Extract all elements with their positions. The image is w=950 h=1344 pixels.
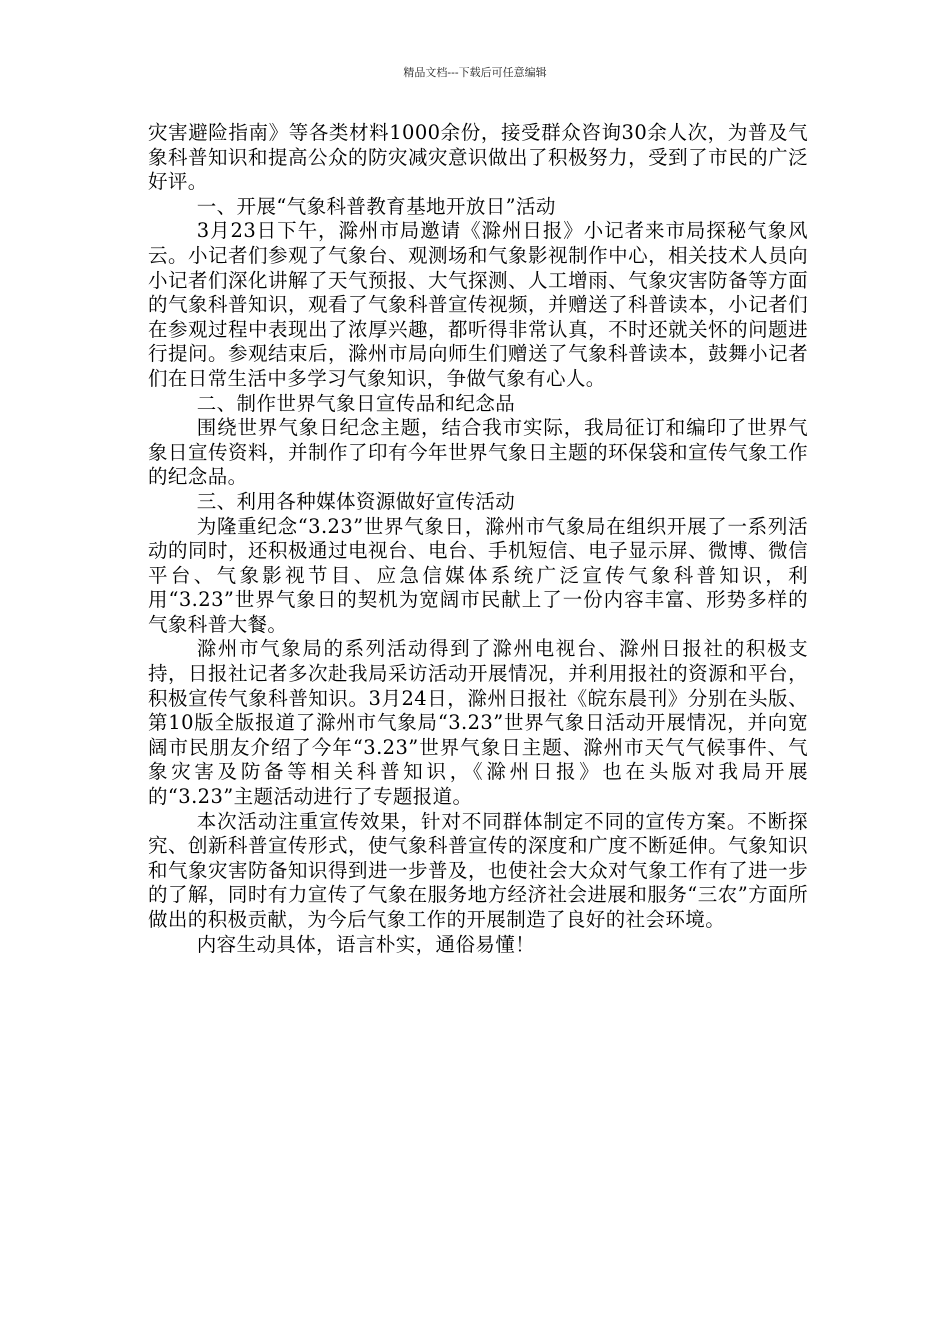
paragraph-continuation: 灾害避险指南》等各类材料1000余份，接受群众咨询30余人次，为普及气象科普知识和提高公众的防灾减灾意识做出了积极努力，受到了市民的广泛好评。 bbox=[148, 121, 808, 194]
paragraph: 3月23日下午，滁州市局邀请《滁州日报》小记者来市局探秘气象风云。小记者们参观了气象台、观测场和气象影视制作中心，相关技术人员向小记者们深化讲解了天气预报、大气探测、人工增雨、气象灾害防备等方面的气象科普知识，观看了气象科普宣传视频，并赠送了科普读本，小记者们在参观过程中表现出了浓厚兴趣，都听得非常认真，不时还就关怀的问题进行提问。参观结束后，滁州市局向师生们赠送了气象科普读本，鼓舞小记者们在日常生活中多学习气象知识，争做气象有心人。 bbox=[148, 219, 808, 390]
paragraph: 滁州市气象局的系列活动得到了滁州电视台、滁州日报社的积极支持，日报社记者多次赴我局采访活动开展情况，并利用报社的资源和平台，积极宣传气象科普知识。3月24日，滁州日报社《皖东晨刊》分别在头版、第10版全版报道了滁州市气象局“3.23”世界气象日活动开展情况，并向宽阔市民朋友介绍了今年“3.23”世界气象日主题、滁州市天气气候事件、气象灾害及防备等相关科普知识，《滁州日报》也在头版对我局开展的“3.23”主题活动进行了专题报道。 bbox=[148, 637, 808, 809]
section-heading-3: 三、利用各种媒体资源做好宣传活动 bbox=[196, 489, 516, 513]
paragraph-closing-remark: 内容生动具体，语言朴实，通俗易懂！ bbox=[196, 932, 536, 956]
section-heading-2: 二、制作世界气象日宣传品和纪念品 bbox=[196, 391, 516, 415]
paragraph: 围绕世界气象日纪念主题，结合我市实际，我局征订和编印了世界气象日宣传资料，并制作了印有今年世界气象日主题的环保袋和宣传气象工作的纪念品。 bbox=[148, 416, 808, 489]
page-header: 精品文档---下载后可任意编辑 bbox=[403, 66, 547, 79]
section-heading-1: 一、开展“气象科普教育基地开放日”活动 bbox=[196, 194, 556, 218]
paragraph: 为隆重纪念“3.23”世界气象日，滁州市气象局在组织开展了一系列活动的同时，还积极通过电视台、电台、手机短信、电子显示屏、微博、微信平台、气象影视节目、应急信媒体系统广泛宣传气象科普知识，利用“3.23”世界气象日的契机为宽阔市民献上了一份内容丰富、形势多样的气象科普大餐。 bbox=[148, 514, 808, 636]
document-body bbox=[148, 121, 808, 957]
paragraph: 本次活动注重宣传效果，针对不同群体制定不同的宣传方案。不断探究、创新科普宣传形式，使气象科普宣传的深度和广度不断延伸。气象知识和气象灾害防备知识得到进一步普及，也使社会大众对气象工作有了进一步的了解，同时有力宣传了气象在服务地方经济社会进展和服务“三农”方面所做出的积极贡献，为今后气象工作的开展制造了良好的社会环境。 bbox=[148, 809, 808, 931]
